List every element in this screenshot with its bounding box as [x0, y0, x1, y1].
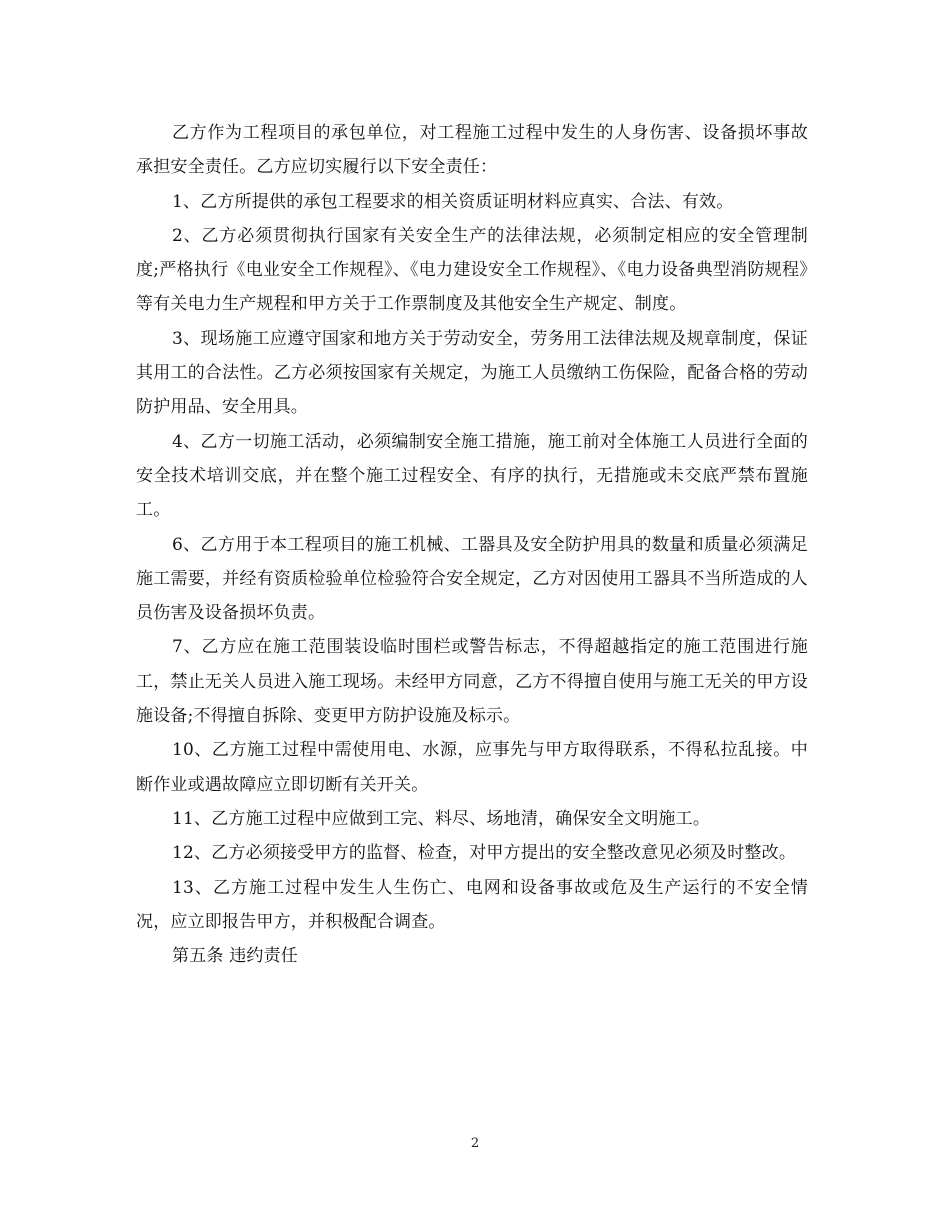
- paragraph-item-4: 4、乙方一切施工活动，必须编制安全施工措施，施工前对全体施工人员进行全面的安全技术培训交底，并在整个施工过程安全、有序的执行，无措施或未交底严禁布置施工。: [136, 431, 808, 521]
- paragraph-item-6: 6、乙方用于本工程项目的施工机械、工器具及安全防护用具的数量和质量必须满足施工需要，并经有资质检验单位检验符合安全规定，乙方对因使用工器具不当所造成的人员伤害及设备损坏负责。: [136, 534, 808, 624]
- document-body: [136, 116, 808, 973]
- paragraph-item-10: 10、乙方施工过程中需使用电、水源，应事先与甲方取得联系，不得私拉乱接。中断作业或遇故障应立即切断有关开关。: [136, 740, 808, 795]
- paragraph-item-12: 12、乙方必须接受甲方的监督、检查，对甲方提出的安全整改意见必须及时整改。: [172, 843, 797, 864]
- page-number: 2: [470, 1136, 480, 1151]
- paragraph-intro: 乙方作为工程项目的承包单位，对工程施工过程中发生的人身伤害、设备损坏事故承担安全责任。乙方应切实履行以下安全责任：: [136, 123, 808, 178]
- paragraph-item-13: 13、乙方施工过程中发生人生伤亡、电网和设备事故或危及生产运行的不安全情况，应立即报告甲方，并积极配合调查。: [136, 877, 808, 932]
- paragraph-item-7: 7、乙方应在施工范围装设临时围栏或警告标志，不得超越指定的施工范围进行施工，禁止无关人员进入施工现场。未经甲方同意，乙方不得擅自使用与施工无关的甲方设施设备;不得擅自拆除、变更甲方防护设施及标示。: [136, 637, 808, 727]
- paragraph-item-3: 3、现场施工应遵守国家和地方关于劳动安全，劳务用工法律法规及规章制度，保证其用工的合法性。乙方必须按国家有关规定，为施工人员缴纳工伤保险，配备合格的劳动防护用品、安全用具。: [136, 328, 808, 418]
- paragraph-item-11: 11、乙方施工过程中应做到工完、料尽、场地清，确保安全文明施工。: [172, 808, 711, 829]
- paragraph-item-2: 2、乙方必须贯彻执行国家有关安全生产的法律法规，必须制定相应的安全管理制度;严格执行《电业安全工作规程》、《电力建设安全工作规程》、《电力设备典型消防规程》等有关电力生产规程和甲方关于工作票制度及其他安全生产规定、制度。: [136, 225, 808, 315]
- section-heading: 第五条 违约责任: [172, 946, 299, 967]
- paragraph-item-1: 1、乙方所提供的承包工程要求的相关资质证明材料应真实、合法、有效。: [172, 191, 734, 212]
